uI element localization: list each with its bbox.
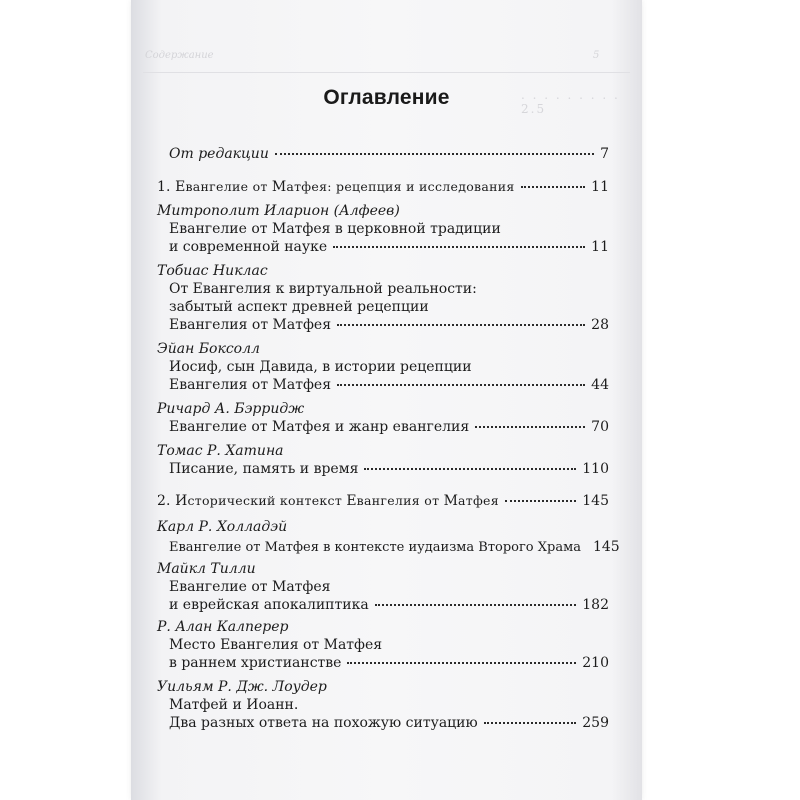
dot-leader <box>333 245 585 248</box>
article-title-line: Евангелия от Матфея <box>169 377 332 393</box>
page-number: 44 <box>591 377 609 393</box>
toc-entry[interactable] <box>169 376 609 394</box>
author-name: Майкл Тилли <box>157 561 256 577</box>
section-title: 2. Исторический контекст Евангелия от Матфея <box>157 493 499 509</box>
article-title-line[interactable]: Матфей и Иоанн. <box>169 697 299 713</box>
toc-entry[interactable] <box>169 238 609 256</box>
author-name: Уильям Р. Дж. Лоудер <box>157 679 327 695</box>
toc-entry-title: От редакции <box>169 146 269 162</box>
toc-entry[interactable] <box>169 654 609 672</box>
toc-entry-editorial[interactable] <box>169 145 609 163</box>
page-number: 182 <box>582 597 609 613</box>
toc-section-2[interactable] <box>157 492 609 510</box>
dot-leader <box>364 467 576 470</box>
article-title-line: в раннем христианстве <box>169 655 342 671</box>
toc-section-1[interactable] <box>157 178 609 196</box>
dot-leader <box>347 661 576 664</box>
toc-entry[interactable] <box>169 460 609 478</box>
page-number: 11 <box>591 239 609 255</box>
page-number: 110 <box>582 461 609 477</box>
dot-leader <box>484 721 577 724</box>
article-title-line[interactable]: Место Евангелия от Матфея <box>169 637 383 653</box>
toc-entry[interactable] <box>169 418 609 436</box>
article-title-line: Евангелия от Матфея <box>169 317 332 333</box>
article-title-line[interactable]: забытый аспект древней рецепции <box>169 299 429 315</box>
article-title-line[interactable]: От Евангелия к виртуальной реальности: <box>169 281 477 297</box>
article-title-line[interactable]: Евангелие от Матфея <box>169 579 331 595</box>
article-title-line: Евангелие от Матфея в контексте иудаизма Второго Храма <box>169 540 581 555</box>
author-name: Тобиас Никлас <box>157 263 268 279</box>
bleed-through-text: Содержание <box>145 50 214 61</box>
dot-leader <box>521 185 586 188</box>
page-title: Оглавление <box>323 86 450 109</box>
author-name: Ричард А. Бэрридж <box>157 401 305 417</box>
article-title-line: Писание, память и время <box>169 461 359 477</box>
toc-entry[interactable] <box>169 714 609 732</box>
toc-entry[interactable] <box>169 596 609 614</box>
book-page <box>131 0 642 800</box>
article-title-line: и еврейская апокалиптика <box>169 597 369 613</box>
author-name: Р. Алан Калперер <box>157 619 289 635</box>
article-title-line: Евангелие от Матфея и жанр евангелия <box>169 419 470 435</box>
article-title-line: и современной науке <box>169 239 328 255</box>
dot-leader <box>337 383 585 386</box>
dot-leader <box>375 603 577 606</box>
bleed-through-dots: . . . . . . . . . 2.5 <box>521 88 620 116</box>
bleed-through-text: 5 <box>593 50 600 61</box>
table-of-contents <box>131 0 642 800</box>
page-number: 145 <box>582 493 609 509</box>
dot-leader <box>475 425 585 428</box>
page-number: 145 <box>592 539 620 555</box>
page-number: 210 <box>582 655 609 671</box>
article-title-line[interactable]: Евангелие от Матфея в церковной традиции <box>169 221 501 237</box>
page-number: 7 <box>600 146 609 162</box>
article-title-line: Два разных ответа на похожую ситуацию <box>169 715 478 731</box>
dot-leader <box>337 323 585 326</box>
author-name: Томас Р. Хатина <box>157 443 284 459</box>
page-number: 28 <box>591 317 609 333</box>
author-name: Эйан Боксолл <box>157 341 260 357</box>
dot-leader <box>505 499 576 502</box>
page-number: 259 <box>582 715 609 731</box>
author-name: Митрополит Иларион (Алфеев) <box>157 203 400 219</box>
dot-leader <box>275 152 594 155</box>
page-number: 70 <box>591 419 609 435</box>
article-title-line[interactable]: Иосиф, сын Давида, в истории рецепции <box>169 359 472 375</box>
toc-entry[interactable] <box>169 316 609 334</box>
author-name: Карл Р. Холладэй <box>157 519 288 535</box>
page-number: 11 <box>591 179 609 195</box>
section-title: 1. Евангелие от Матфея: рецепция и исследования <box>157 179 515 195</box>
toc-entry[interactable] <box>169 538 620 557</box>
